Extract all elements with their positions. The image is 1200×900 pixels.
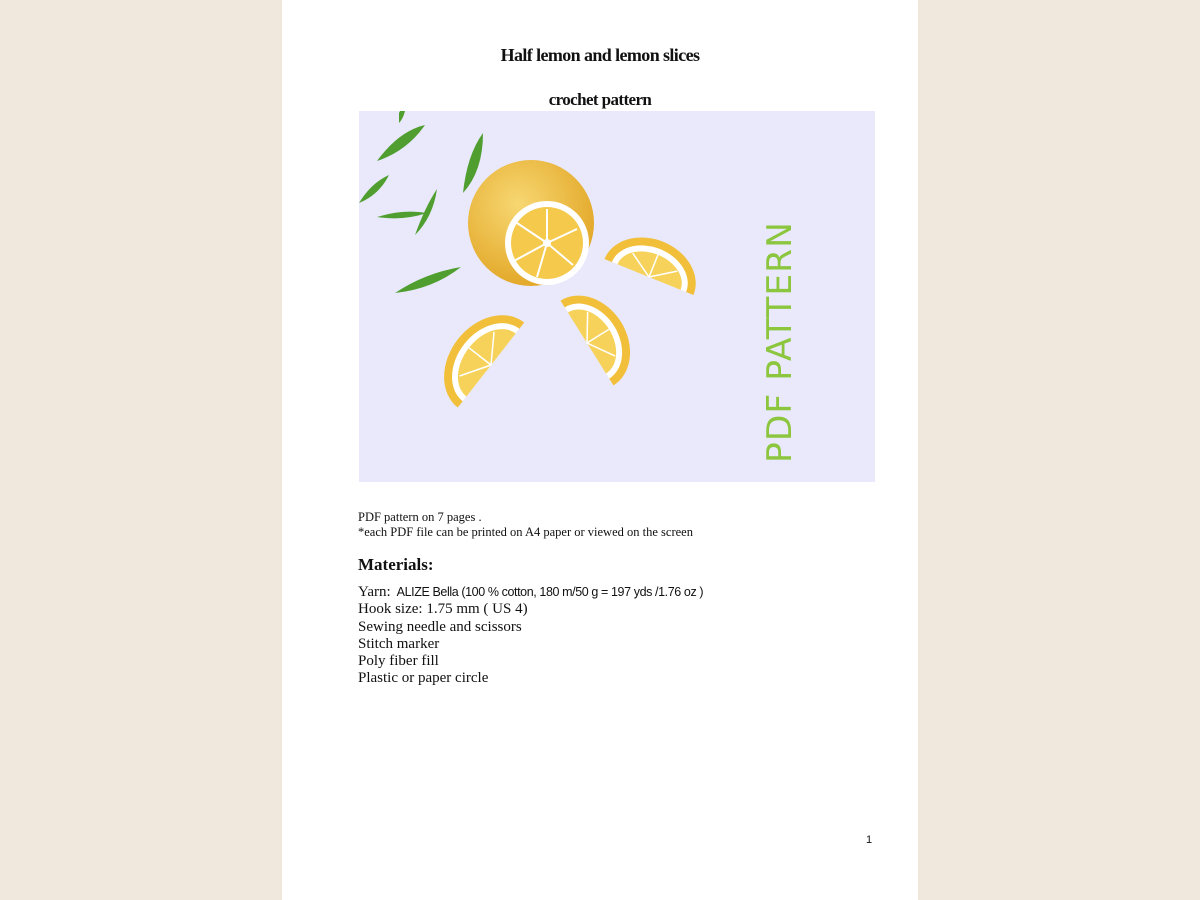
document-title: Half lemon and lemon slices [500,45,700,65]
lemon-slice-left [425,297,525,408]
half-lemon [468,160,594,286]
leaf-decorations [359,111,483,293]
product-photo [359,111,875,482]
page-number: 1 [866,834,873,846]
list-item: Stitch marker [358,635,440,652]
hook-size-row: Hook size: 1.75 mm ( US 4) [358,601,528,618]
pdf-pattern-overlay-text: PDF PATTERN [760,224,800,463]
materials-heading: Materials: [358,555,434,574]
list-item: Sewing needle and scissors [358,618,522,635]
print-note-text: *each PDF file can be printed on A4 paper or viewed on the screen [358,525,693,539]
list-item: Plastic or paper circle [358,670,489,687]
materials-list [358,584,703,688]
document-page [282,0,918,900]
document-subtitle: crochet pattern [548,90,652,109]
intro-text [358,510,693,540]
yarn-value: ALIZE Bella (100 % cotton, 180 m/50 g = 197 yds /1.76 oz ) [396,585,704,599]
page-count-text: PDF pattern on 7 pages . [358,510,482,524]
yarn-label: Yarn: [358,584,391,600]
lemon-slice-right [604,224,707,295]
list-item: Poly fiber fill [358,653,439,670]
lemon-slice-middle [561,279,648,385]
yarn-row [358,584,703,601]
